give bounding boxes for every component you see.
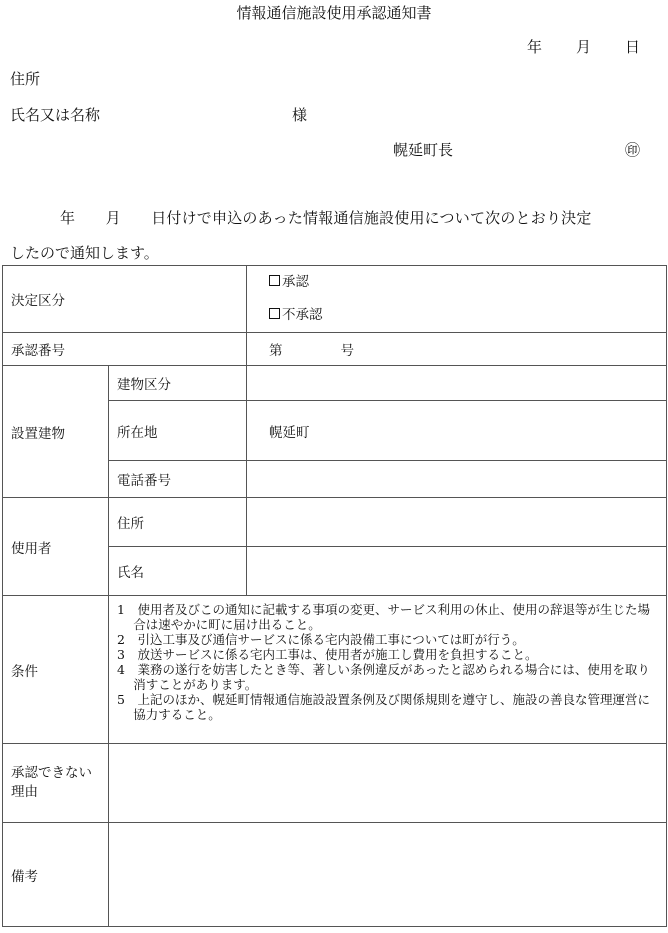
date-month: 月 (576, 38, 592, 56)
remarks-row (3, 823, 667, 927)
condition-item: 2 引込工事及び通信サービスに係る宅内設備工事については町が行う。 (117, 632, 525, 647)
seal-mark: ㊞ (625, 141, 641, 159)
user-address-value (247, 498, 667, 547)
location-value: 幌延町 (247, 401, 667, 461)
document-title: 情報通信施設使用承認通知書 (236, 4, 432, 22)
recipient-name-label: 氏名又は名称 (10, 106, 101, 124)
approve-option[interactable]: 承認 (269, 266, 666, 299)
user-name-value (247, 547, 667, 596)
condition-item: 5 上記のほか、幌延町情報通信施設設置条例及び関係規則を遵守し、施設の善良な管理運営に協力すること。 (117, 692, 650, 722)
approval-number-field: 第 号 (247, 333, 667, 366)
location-label: 所在地 (109, 401, 247, 461)
user-label: 使用者 (3, 498, 109, 596)
date-year: 年 (527, 38, 543, 56)
user-name-label: 氏名 (109, 547, 247, 596)
decision-options (247, 266, 667, 333)
condition-item: 1 使用者及びこの通知に記載する事項の変更、サービス利用の休止、使用の辞退等が生じた場合は速やかに町に届け出ること。 (117, 602, 650, 632)
building-type-label: 建物区分 (109, 366, 247, 401)
user-address-row (3, 498, 667, 547)
notice-text-line2: したので通知します。 (10, 244, 159, 262)
phone-value (247, 461, 667, 498)
conditions-label: 条件 (3, 596, 109, 744)
building-type-row (3, 366, 667, 401)
decision-label: 決定区分 (3, 266, 247, 333)
phone-label: 電話番号 (109, 461, 247, 498)
recipient-address-label: 住所 (10, 70, 41, 88)
issuer-title: 幌延町長 (393, 141, 454, 159)
condition-item: 3 放送サービスに係る宅内工事は、使用者が施工し費用を負担すること。 (117, 647, 538, 662)
checkbox-icon (269, 308, 280, 319)
notice-text-line1: 年 月 日付けで申込のあった情報通信施設使用について次のとおり決定 (60, 209, 592, 227)
decision-row (3, 266, 667, 333)
approval-number-label: 承認番号 (3, 333, 247, 366)
remarks-label: 備考 (3, 823, 109, 927)
approval-table (2, 265, 667, 927)
date-line (527, 36, 640, 57)
building-type-value (247, 366, 667, 401)
date-day: 日 (625, 38, 641, 56)
approval-number-row (3, 333, 667, 366)
reason-row (3, 744, 667, 823)
conditions-text (109, 596, 667, 744)
disapprove-option[interactable]: 不承認 (269, 299, 666, 332)
reason-label: 承認できない理由 (3, 744, 109, 823)
reason-value (109, 744, 667, 823)
user-address-label: 住所 (109, 498, 247, 547)
honorific: 様 (292, 106, 308, 124)
condition-item: 4 業務の遂行を妨害したとき等、著しい条例違反があったと認められる場合には、使用を取り消すことがあります。 (117, 662, 650, 692)
building-label: 設置建物 (3, 366, 109, 498)
conditions-row (3, 596, 667, 744)
remarks-value (109, 823, 667, 927)
checkbox-icon (269, 275, 280, 286)
